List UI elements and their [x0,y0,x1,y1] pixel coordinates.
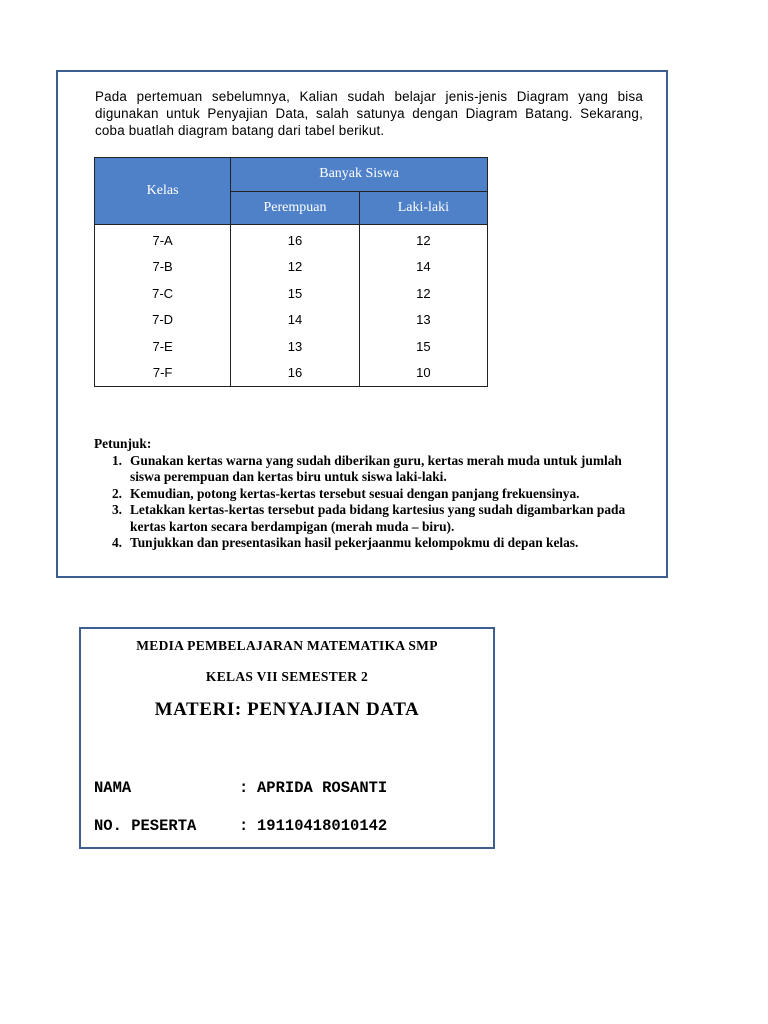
cell-kelas: 7-B [95,254,231,281]
list-item [94,535,654,552]
header-kelas: Kelas [95,158,231,225]
nama-row [94,779,387,797]
nama-label: NAMA [94,779,132,797]
cell-perempuan: 13 [231,333,360,360]
cover-label-panel [79,627,495,849]
petunjuk-title: Petunjuk: [94,436,152,451]
table-row [95,360,488,387]
petunjuk-list [94,453,654,552]
table-row [95,307,488,334]
cell-laki-laki: 14 [359,254,487,281]
cell-perempuan: 16 [231,360,360,387]
list-number: 1. [111,452,122,468]
header-perempuan: Perempuan [231,191,360,225]
list-text: Kemudian, potong kertas-kertas tersebut sesuai dengan panjang frekuensinya. [130,485,580,501]
cell-kelas: 7-C [95,280,231,307]
cell-kelas: 7-D [95,307,231,334]
cell-laki-laki: 12 [359,225,487,254]
cell-kelas: 7-E [95,333,231,360]
table-row [95,333,488,360]
instruction-panel [56,70,668,578]
nama-colon: : [239,779,249,797]
list-item [94,486,654,503]
cover-title-media: MEDIA PEMBELAJARAN MATEMATIKA SMP [136,638,438,653]
list-text: Tunjukkan dan presentasikan hasil pekerjaanmu kelompokmu di depan kelas. [130,535,579,550]
peserta-colon: : [239,817,249,835]
list-number: 3. [111,502,122,517]
intro-paragraph: Pada pertemuan sebelumnya, Kalian sudah belajar jenis-jenis Diagram yang bisa digunakan untuk Penyajian Data, salah satunya dengan Diagram Batang. Sekarang, coba buatlah diagram batang dari tabel berikut. [95,89,643,138]
cover-title-kelas: KELAS VII SEMESTER 2 [205,669,369,684]
cell-laki-laki: 10 [359,360,487,387]
table-row [95,254,488,281]
list-text: Gunakan kertas warna yang sudah diberikan guru, kertas merah muda untuk jumlah siswa perempuan dan kertas biru untuk siswa laki-laki. [130,452,622,484]
list-item [94,502,654,535]
cell-laki-laki: 15 [359,333,487,360]
header-banyak-siswa: Banyak Siswa [231,158,488,192]
cover-title-materi: MATERI: PENYAJIAN DATA [154,699,420,720]
peserta-label: NO. PESERTA [94,817,197,835]
table-row [95,225,488,254]
list-item [94,453,654,486]
cell-kelas: 7-F [95,360,231,387]
cell-laki-laki: 13 [359,307,487,334]
cell-kelas: 7-A [95,225,231,254]
petunjuk-section [94,436,654,552]
list-number: 4. [111,535,122,550]
cell-perempuan: 16 [231,225,360,254]
student-count-table [94,157,488,387]
peserta-value: 19110418010142 [257,817,388,835]
cell-perempuan: 12 [231,254,360,281]
nama-value: APRIDA ROSANTI [257,779,388,797]
header-laki-laki: Laki-laki [359,191,487,225]
peserta-row [94,817,387,835]
list-text: Letakkan kertas-kertas tersebut pada bidang kartesius yang sudah digambarkan pada kertas karton secara berdampigan (merah muda – biru). [130,502,626,534]
cell-perempuan: 15 [231,280,360,307]
list-number: 2. [111,485,122,501]
table-row [95,280,488,307]
cell-laki-laki: 12 [359,280,487,307]
cell-perempuan: 14 [231,307,360,334]
